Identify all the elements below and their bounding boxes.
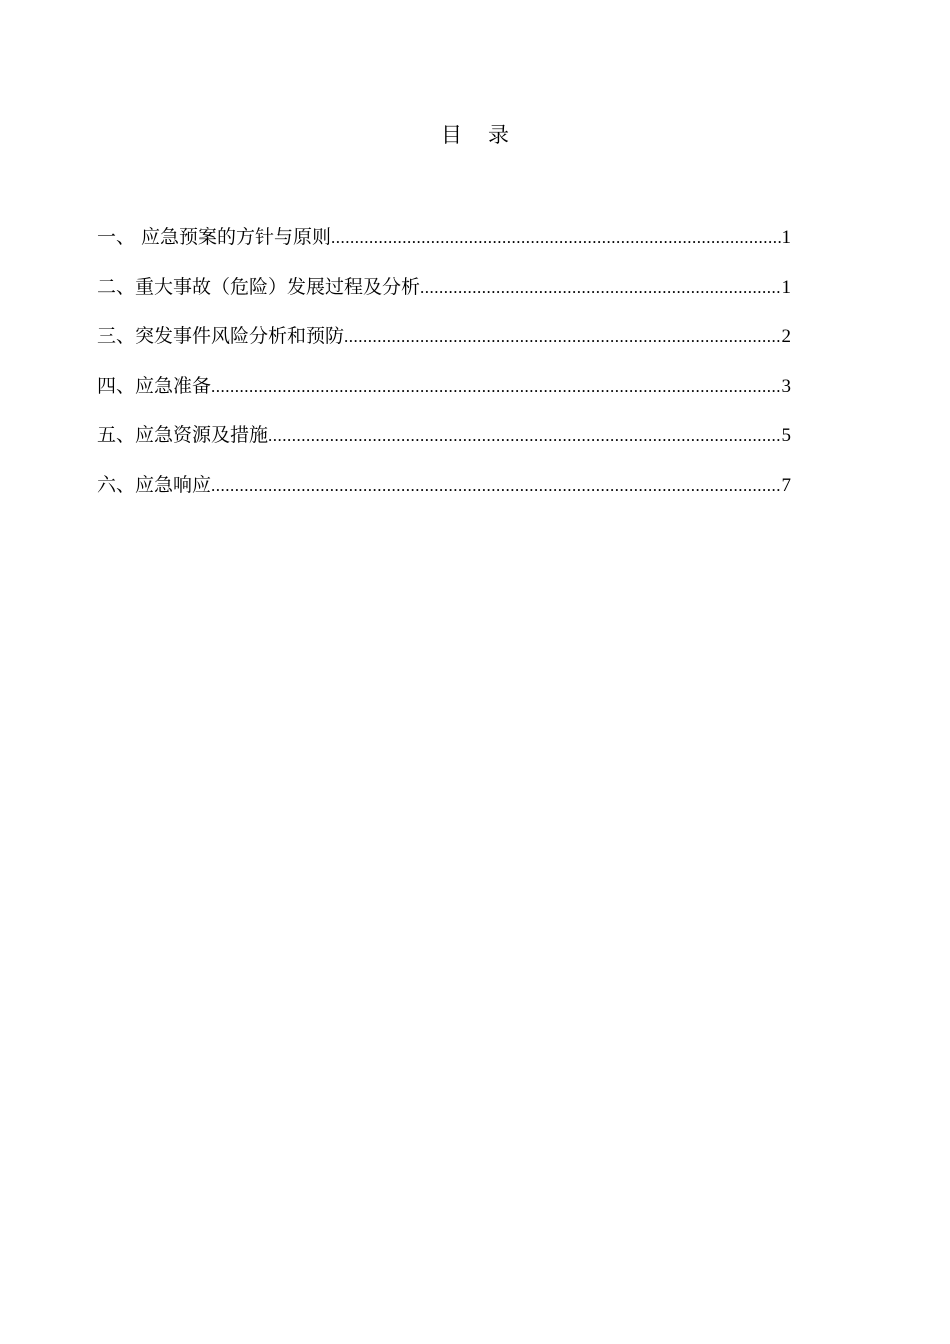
toc-entry-page: 7 bbox=[781, 474, 791, 496]
toc-entry-2[interactable] bbox=[97, 272, 791, 322]
toc-entry-6[interactable] bbox=[97, 470, 791, 520]
toc-entry-page: 2 bbox=[781, 326, 791, 348]
toc-entry-5[interactable] bbox=[97, 420, 791, 470]
toc-entry-3[interactable] bbox=[97, 321, 791, 371]
toc-entry-label: 六、应急响应 bbox=[97, 473, 212, 496]
toc-leader-dots bbox=[211, 372, 780, 402]
toc-entry-page: 3 bbox=[781, 375, 791, 397]
toc-list bbox=[97, 222, 791, 520]
toc-entry-1[interactable] bbox=[97, 222, 791, 272]
toc-entry-label: 三、突发事件风险分析和预防 bbox=[97, 325, 345, 348]
toc-entry-4[interactable] bbox=[97, 371, 791, 421]
toc-leader-dots bbox=[344, 322, 780, 352]
toc-title bbox=[0, 120, 950, 150]
toc-leader-dots bbox=[211, 471, 780, 501]
toc-title-char-1: 目 bbox=[441, 123, 462, 147]
toc-entry-label: 一、 应急预案的方针与原则 bbox=[97, 226, 332, 248]
toc-entry-label: 四、应急准备 bbox=[97, 374, 212, 397]
toc-leader-dots bbox=[331, 223, 780, 253]
toc-entry-page: 5 bbox=[781, 425, 791, 447]
toc-title-char-2: 录 bbox=[488, 123, 509, 147]
toc-entry-label: 二、重大事故（危险）发展过程及分析 bbox=[97, 275, 421, 298]
toc-leader-dots bbox=[268, 421, 780, 451]
toc-leader-dots bbox=[420, 273, 780, 303]
toc-entry-label: 五、应急资源及措施 bbox=[97, 424, 269, 447]
toc-entry-page: 1 bbox=[781, 227, 791, 248]
toc-entry-page: 1 bbox=[781, 276, 791, 298]
